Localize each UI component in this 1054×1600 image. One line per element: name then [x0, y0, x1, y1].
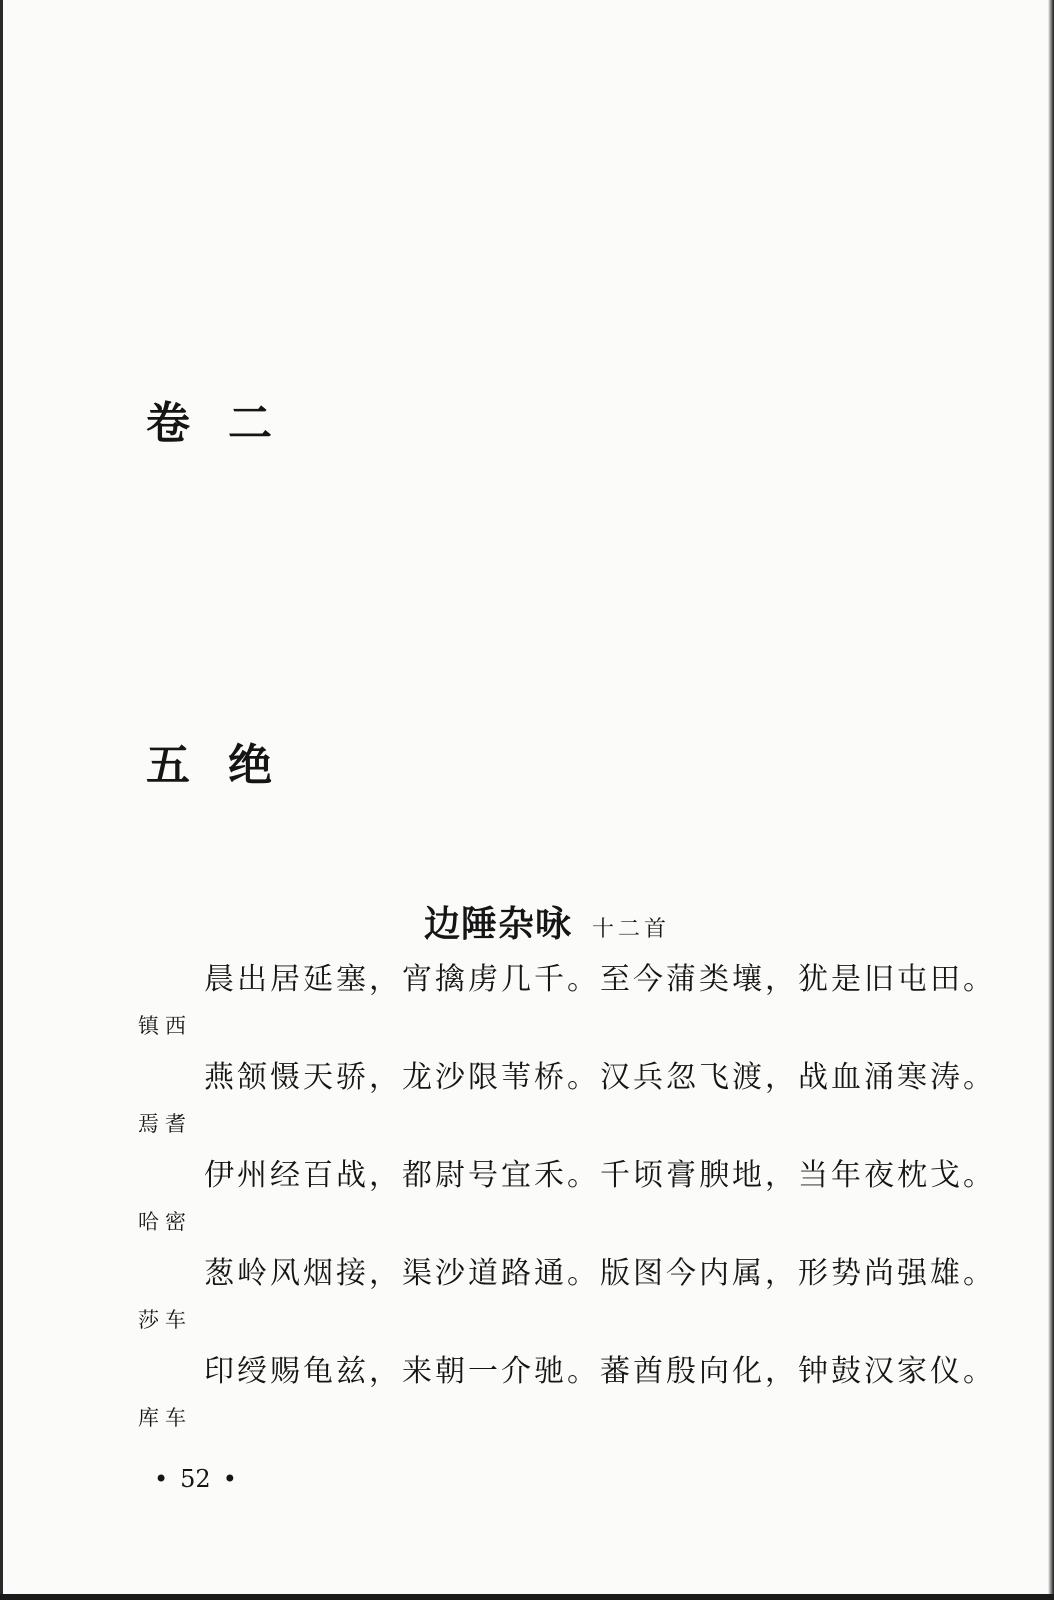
- verse-line: 葱岭风烟接，渠沙道路通。版图今内属，形势尚强雄。: [204, 1256, 996, 1291]
- scan-edge-bottom: [0, 1594, 1054, 1600]
- page-number: [154, 1464, 237, 1494]
- page-number-value: 52: [180, 1465, 211, 1493]
- section-title: 五绝: [146, 740, 310, 791]
- volume-title: 卷二: [146, 398, 310, 449]
- scan-edge-left: [0, 0, 3, 1600]
- place-note: 哈密: [138, 1210, 192, 1234]
- place-note: 库车: [138, 1406, 192, 1430]
- place-note: 镇西: [138, 1014, 192, 1038]
- verse-line: 伊州经百战，都尉号宜禾。千顷膏腴地，当年夜枕戈。: [204, 1158, 996, 1193]
- poem-heading: [424, 902, 670, 953]
- place-note: 莎车: [138, 1308, 192, 1332]
- place-note: 焉耆: [138, 1112, 192, 1136]
- scan-edge-right: [1048, 0, 1054, 1600]
- verse-line: 晨出居延塞，宵擒虏几千。至今蒲类壤，犹是旧屯田。: [204, 962, 996, 997]
- poem-count: 十二首: [592, 917, 671, 942]
- page-number-dot: •: [222, 1465, 237, 1493]
- poem-title: 边陲杂咏: [424, 903, 573, 945]
- verse-line: 印绶赐龟兹，来朝一介驰。蕃酋殷向化，钟鼓汉家仪。: [204, 1354, 996, 1389]
- page-number-dot: •: [154, 1465, 169, 1493]
- verse-line: 燕颔慑天骄，龙沙限苇桥。汉兵忽飞渡，战血涌寒涛。: [204, 1060, 996, 1095]
